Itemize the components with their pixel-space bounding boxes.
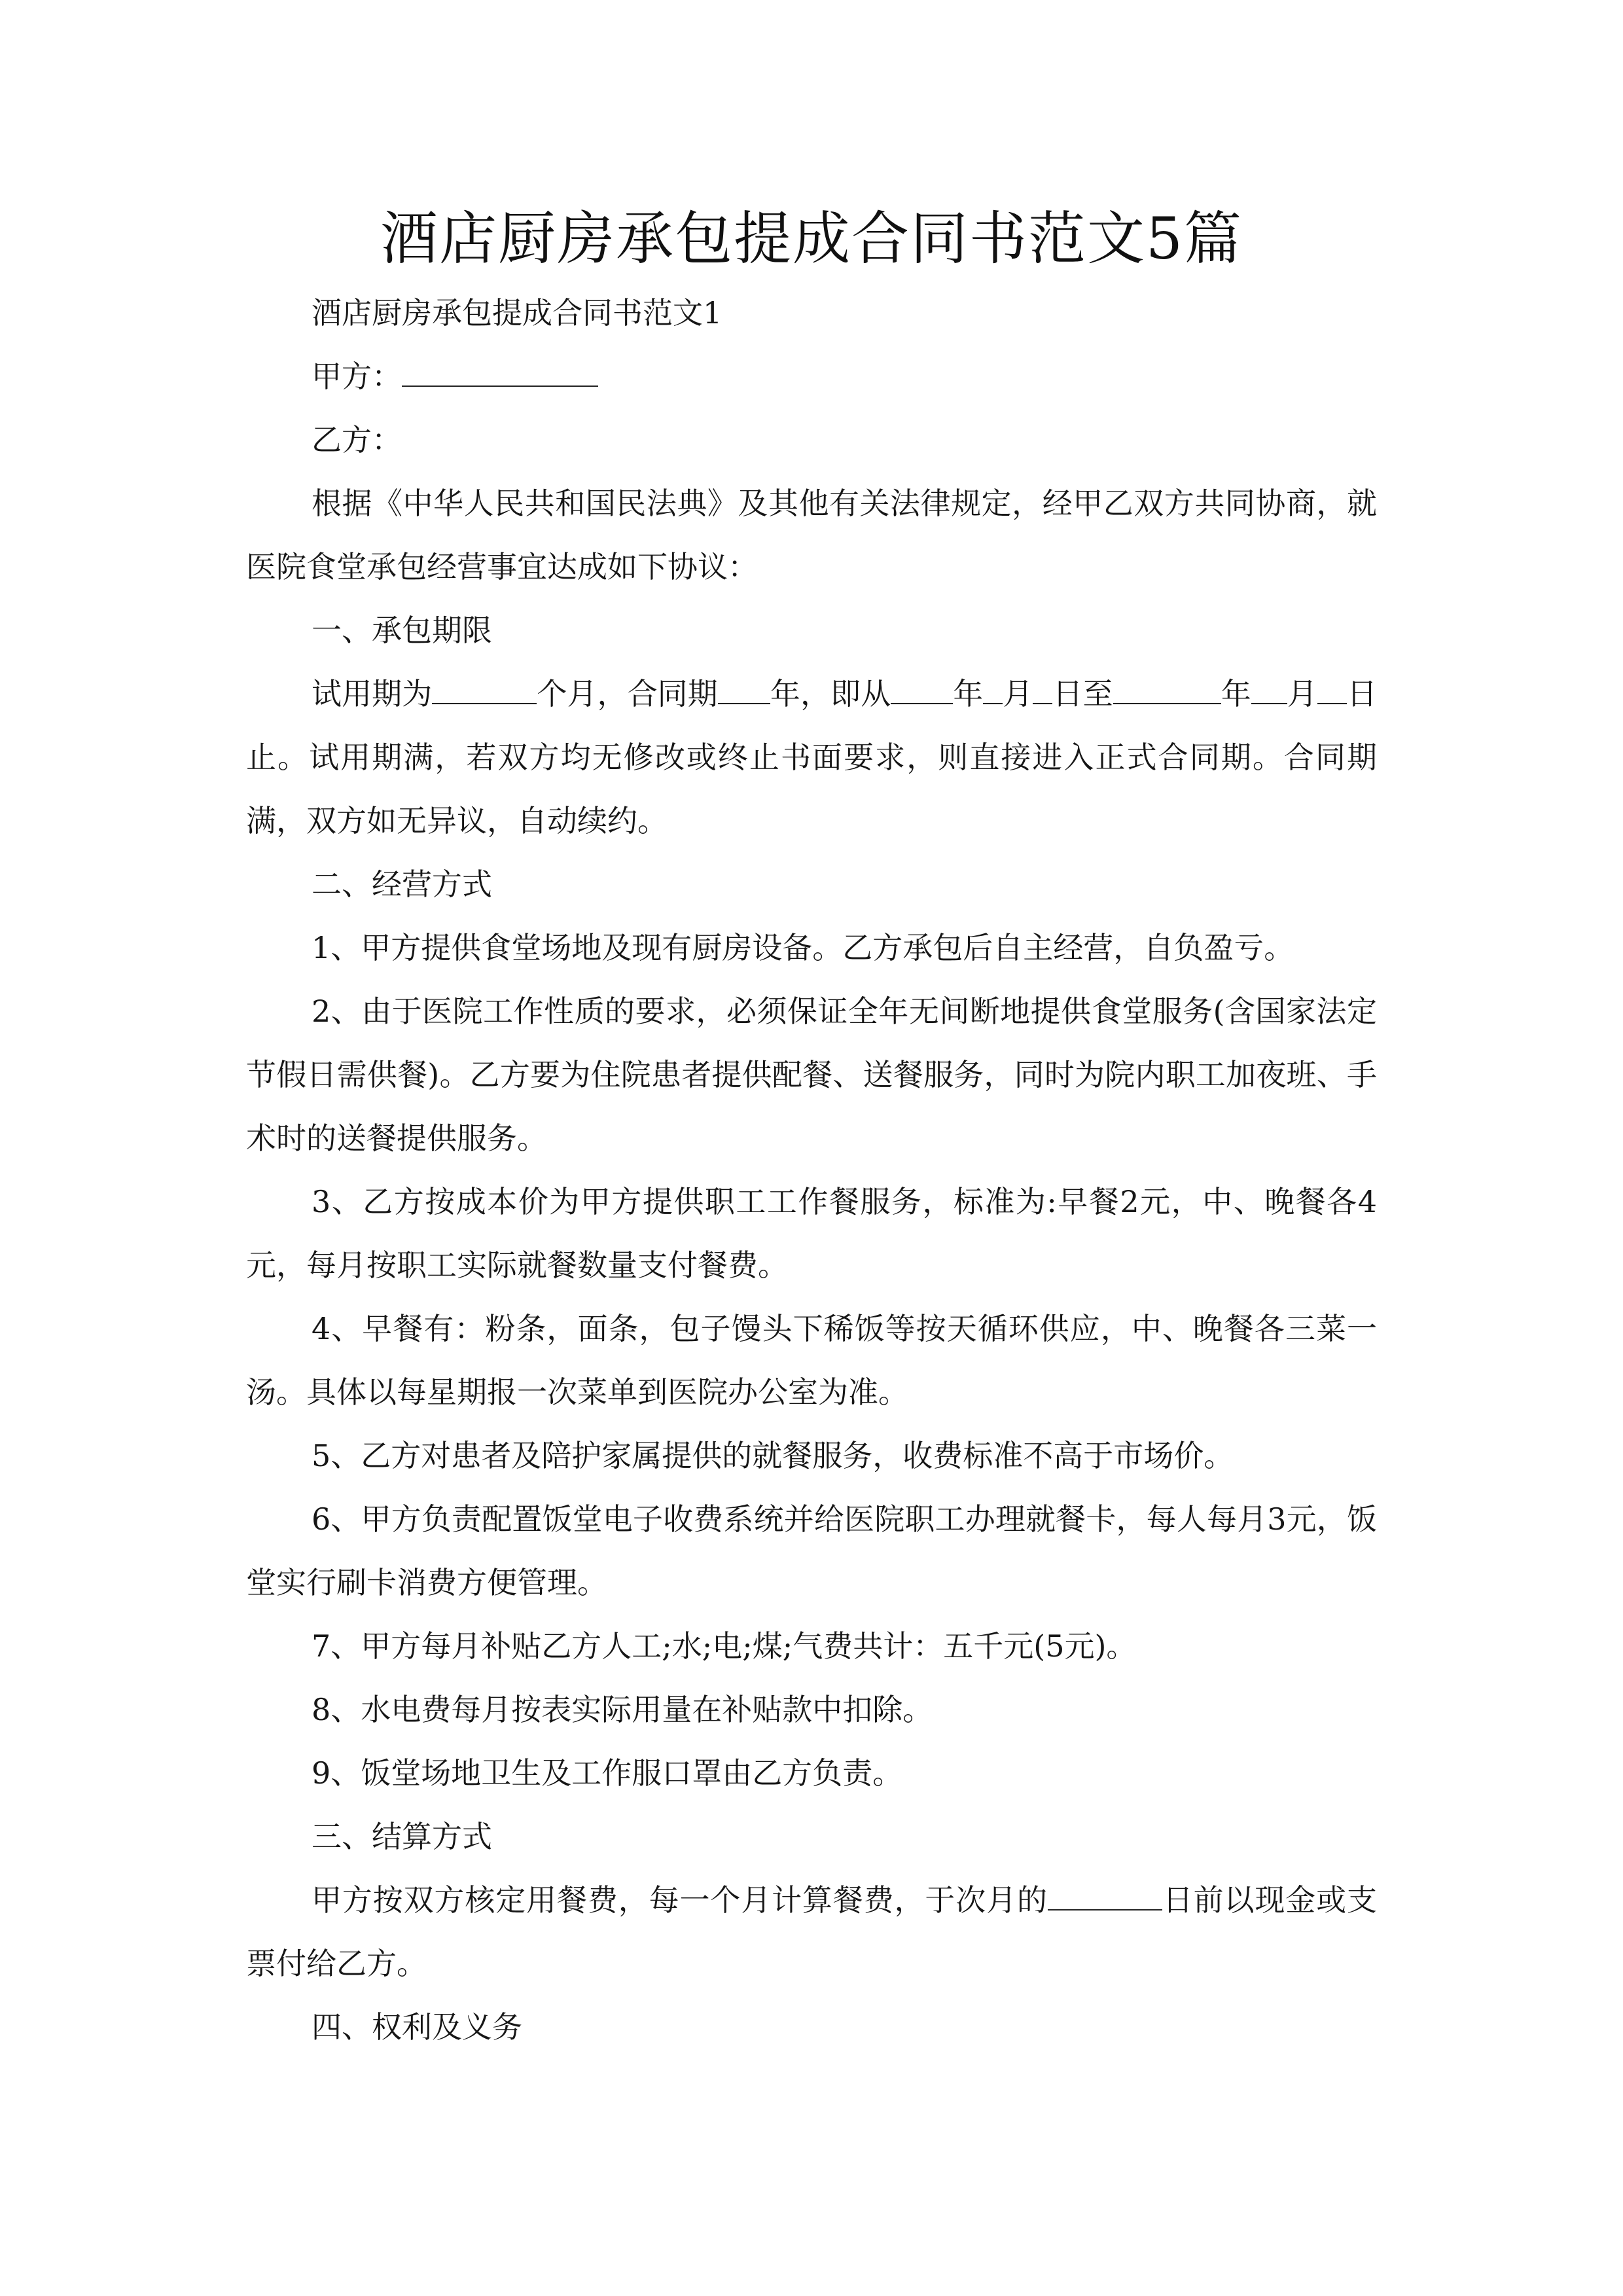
term-text-9: 日止。试用期满，若双方均无修改或终止书面要求，则直接进入正式合同期。合同期满，双方如无异议，自动续约。 bbox=[246, 676, 1378, 838]
term-text-3: 年，即从 bbox=[770, 676, 891, 711]
party-a-line bbox=[246, 345, 1377, 408]
term-blank-start-month bbox=[983, 677, 1003, 704]
term-blank-years bbox=[718, 677, 770, 704]
term-text-5: 月 bbox=[1003, 676, 1033, 711]
term-blank-end-day bbox=[1317, 677, 1347, 704]
term-text-4: 年 bbox=[953, 676, 984, 711]
settlement-paragraph bbox=[246, 1869, 1377, 1996]
party-a-blank bbox=[402, 359, 598, 387]
document-body bbox=[246, 281, 1377, 2059]
item-7: 7、甲方每月补贴乙方人工;水;电;煤;气费共计：五千元(5元)。 bbox=[312, 1628, 1137, 1664]
settlement-text-2: 日前以现金或支票付给乙方。 bbox=[246, 1882, 1378, 1981]
term-paragraph bbox=[246, 662, 1377, 853]
party-a-label: 甲方： bbox=[312, 359, 402, 394]
item-1: 1、甲方提供食堂场地及现有厨房设备。乙方承包后自主经营，自负盈亏。 bbox=[312, 930, 1294, 965]
item-9: 9、饭堂场地卫生及工作服口罩由乙方负责。 bbox=[312, 1755, 903, 1791]
item-6: 6、甲方负责配置饭堂电子收费系统并给医院职工办理就餐卡，每人每月3元，饭堂实行刷卡消费方便管理。 bbox=[246, 1501, 1377, 1600]
document-subtitle: 酒店厨房承包提成合同书范文1 bbox=[312, 295, 722, 331]
settlement-blank-day bbox=[1048, 1883, 1162, 1910]
term-blank-end-year bbox=[1113, 677, 1221, 704]
item-2: 2、由于医院工作性质的要求，必须保证全年无间断地提供食堂服务(含国家法定节假日需供餐)。乙方要为住院患者提供配餐、送餐服务，同时为院内职工加夜班、手术时的送餐提供服务。 bbox=[246, 994, 1377, 1156]
term-blank-end-month bbox=[1251, 677, 1287, 704]
item-3: 3、乙方按成本价为甲方提供职工工作餐服务，标准为:早餐2元，中、晚餐各4元，每月按职工实际就餐数量支付餐费。 bbox=[246, 1184, 1377, 1283]
party-b-label: 乙方： bbox=[312, 422, 402, 457]
item-4: 4、早餐有：粉条，面条，包子馒头下稀饭等按天循环供应，中、晚餐各三菜一汤。具体以每星期报一次菜单到医院办公室为准。 bbox=[246, 1311, 1377, 1410]
settlement-text-1: 甲方按双方核定用餐费，每一个月计算餐费，于次月的 bbox=[312, 1882, 1048, 1918]
term-blank-months bbox=[432, 677, 537, 704]
term-text-6: 日至 bbox=[1052, 676, 1113, 711]
term-text-8: 月 bbox=[1287, 676, 1317, 711]
term-text-1: 试用期为 bbox=[312, 676, 433, 711]
document-title: 酒店厨房承包提成合同书范文5篇 bbox=[380, 205, 1243, 272]
term-blank-start-year bbox=[891, 677, 953, 704]
section-heading-4: 四、权利及义务 bbox=[312, 2009, 522, 2045]
item-5: 5、乙方对患者及陪护家属提供的就餐服务，收费标准不高于市场价。 bbox=[312, 1438, 1234, 1473]
section-heading-3: 三、结算方式 bbox=[312, 1819, 492, 1854]
term-text-7: 年 bbox=[1221, 676, 1251, 711]
intro-paragraph: 根据《中华人民共和国民法典》及其他有关法律规定，经甲乙双方共同协商，就医院食堂承包经营事宜达成如下协议： bbox=[246, 486, 1377, 584]
item-8: 8、水电费每月按表实际用量在补贴款中扣除。 bbox=[312, 1692, 933, 1727]
term-text-2: 个月，合同期 bbox=[537, 676, 718, 711]
section-heading-2: 二、经营方式 bbox=[312, 867, 492, 902]
section-heading-1: 一、承包期限 bbox=[312, 613, 492, 648]
term-blank-start-day bbox=[1033, 677, 1052, 704]
